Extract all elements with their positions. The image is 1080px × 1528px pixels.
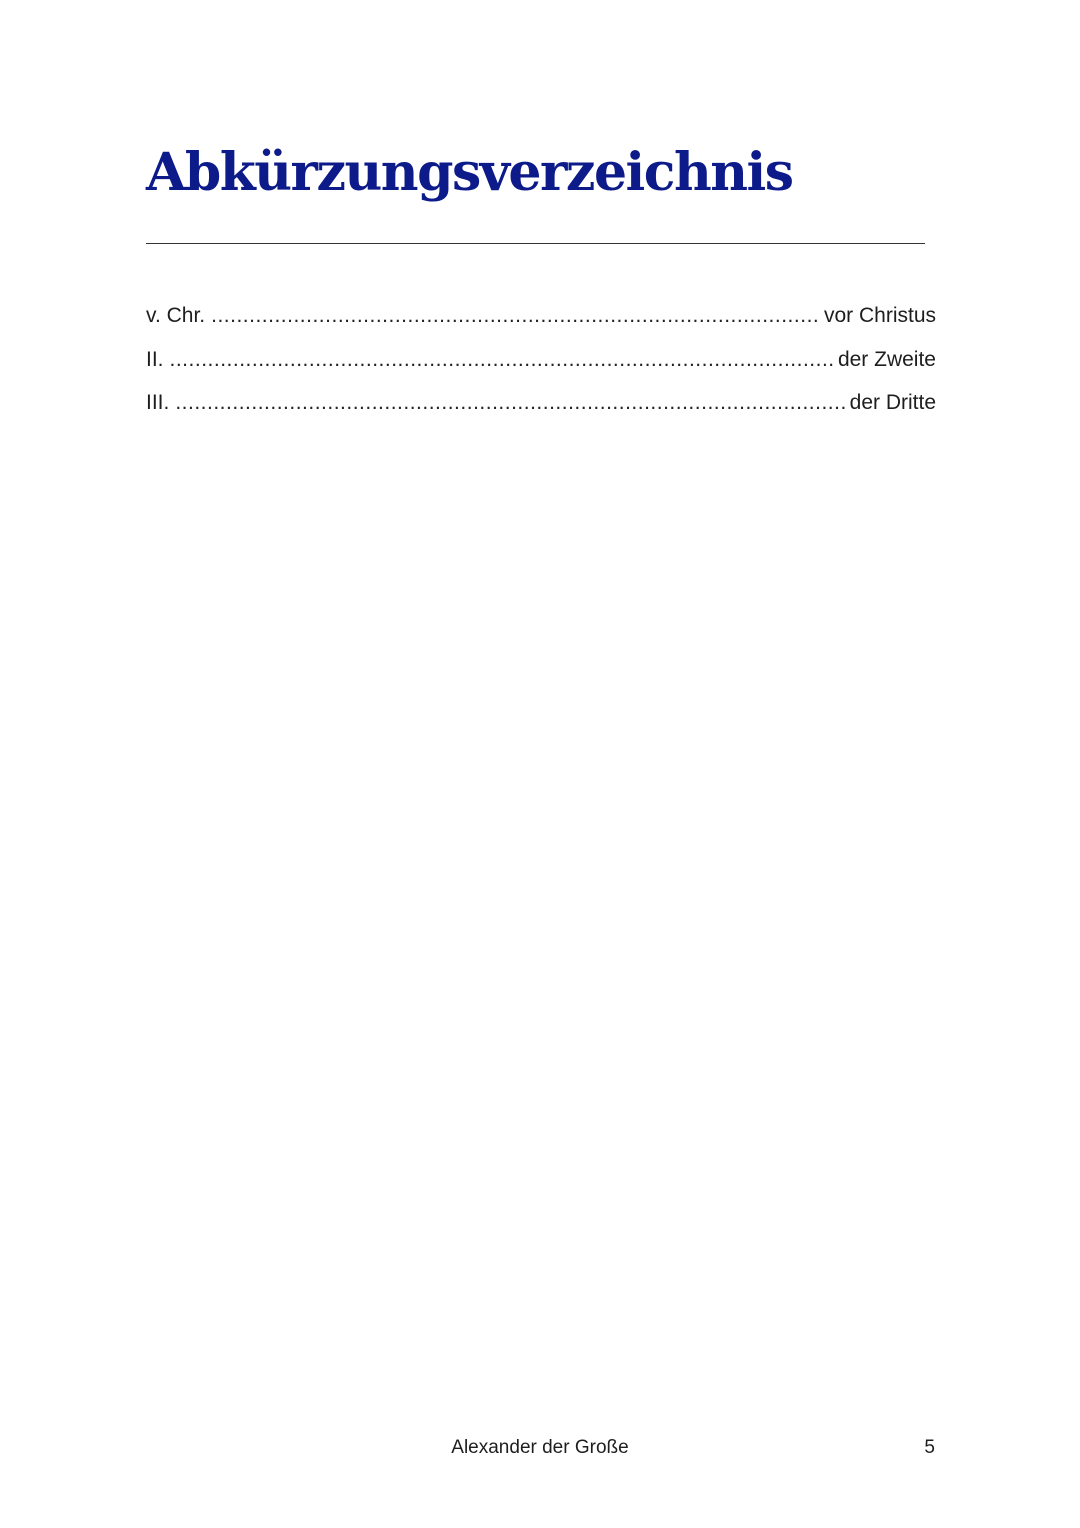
abbreviation-meaning: der Dritte	[849, 391, 936, 414]
abbreviation-entry	[146, 304, 936, 348]
abbreviation: v. Chr.	[146, 304, 206, 327]
title-underline	[146, 243, 925, 244]
dot-leader	[175, 391, 845, 415]
abbreviation-meaning: vor Christus	[823, 304, 936, 327]
abbreviation: III.	[146, 391, 170, 414]
abbreviation-entry	[146, 348, 936, 392]
footer-title: Alexander der Große	[451, 1437, 629, 1458]
page-title: Abkürzungsverzeichnis	[146, 142, 793, 203]
abbreviation-entry	[146, 391, 936, 435]
abbreviation-list	[146, 304, 936, 435]
page-number: 5	[924, 1437, 935, 1458]
abbreviation-meaning: der Zweite	[837, 347, 936, 371]
abbreviation: II.	[146, 347, 164, 371]
dot-leader	[211, 304, 820, 328]
dot-leader	[170, 348, 834, 372]
